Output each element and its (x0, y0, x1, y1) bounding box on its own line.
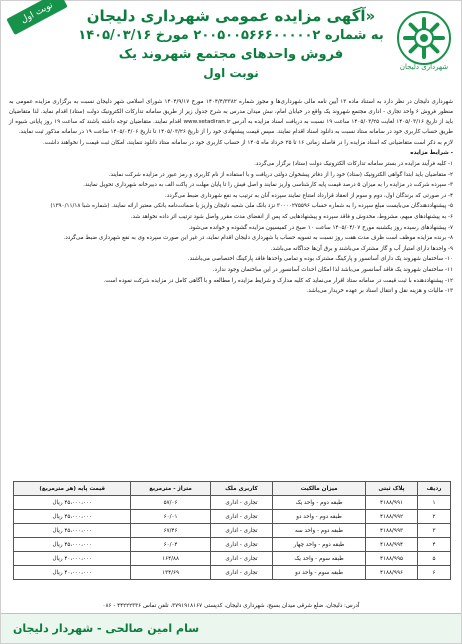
round-badge: نوبت اول (6, 0, 67, 35)
condition-item: ۳- سپرده شرکت در مزایده را به میزان ۵ درصد قیمت پایه کارشناسی واریز نمایند و اصل فیش را تا پایان مهلت در پاکت الف به دبیرخانه شهرداری تحویل نمایند. (83, 182, 453, 189)
cell-plate: ۴۱۸۸/۹۹۳ (365, 524, 417, 538)
cell-ownership: طبقه سوم - واحد دو (273, 566, 366, 580)
table-row (14, 510, 451, 524)
intro-paragraph: شهرداری دلیجان در نظر دارد به استناد ماده ۱۳ آیین نامه مالی شهرداری‌ها و مجوز شماره ۱۴۰۴/۴/۳۳۸۲ مورخ ۱۴۰۴/۹/۱۷ شورای اسلامی شهر دلیجان نسبت به برگزاری مزایده عمومی به منظور فروش ۶ واحد تجاری - اداری مجتمع شهروند یک واقع در خیابان امام، نبش میدان مدرس به شرح جدول زیر از طریق سامانه تدارکات الکترونیک دولت (ستاد) اقدام نماید. لذا متقاضیان باید از تاریخ ۱۴۰۵/۰۳/۱۶ لغایت ۱۴۰۵/۰۳/۲۵ ساعت ۱۹ نسبت به دریافت اسناد مزایده به آدرس www.setadiran.ir اقدام نمایند. متقاضیان توجه داشته باشند که ساعت ۱۹ روز پایانی شیوه از طریق حساب کاربری خود در سامانه ستاد نسبت به دانلود اسناد اقدام نمایند. سپس قیمت پیشنهادی خود را از تاریخ ۱۴۰۵/۰۳/۲۶ تا تاریخ ۱۴۰۵/۰۴/۰۶ ساعت ۱۹ در سامانه مذکور ثبت نمایند. (9, 99, 453, 136)
table-row (14, 552, 451, 566)
cell-usage: تجاری - اداری (210, 496, 273, 510)
cell-plate: ۴۱۸۸/۹۹۶ (365, 566, 417, 580)
municipality-emblem-icon (395, 9, 453, 67)
col-plate: پلاک ثبتی (365, 482, 417, 496)
cell-plate: ۴۱۸۸/۹۹۲ (365, 510, 417, 524)
ad-body (9, 97, 453, 297)
cell-usage: تجاری - اداری (210, 538, 273, 552)
condition-item: ۴- در صورتی که برندگان اول، دوم و سوم از انعقاد قرارداد امتناع نمایند سپرده آنان به ترتیب به نفع شهرداری ضبط می‌گردد. (164, 192, 453, 199)
cell-plate: ۴۱۸۸/۹۹۱ (365, 496, 417, 510)
col-row-number: ردیف (418, 482, 451, 496)
table-row (14, 566, 451, 580)
cell-ownership: طبقه دوم - واحد چهار (273, 538, 366, 552)
condition-item: ۱۲- پیشنهاددهنده با ثبت قیمت در سامانه ستاد اقرار می‌نماید که کلیه مدارک و شرایط مزایده را مطالعه و با آگاهی کامل در مزایده شرکت نموده است. (103, 277, 453, 284)
headline-line-4: نوبت اول (203, 66, 259, 80)
cell-area: ۶۷/۴۶ (131, 524, 210, 538)
cell-plate: ۴۱۸۸/۹۹۴ (365, 538, 417, 552)
condition-item: ۸- برنده مزایده موظف است ظرف مدت هفت روز نسبت به تسویه حساب با شهرداری دلیجان اقدام نماید، در غیر این صورت سپرده وی به نفع شهرداری ضبط می‌گردد. (63, 235, 453, 242)
cell-plate: ۴۱۸۸/۹۹۵ (365, 552, 417, 566)
units-table (13, 481, 451, 580)
headline-line-1: «آگهی مزایده عمومی شهرداری دلیجان (86, 7, 376, 25)
table-row (14, 524, 451, 538)
conditions-title: - شرایط مزایده (410, 150, 453, 157)
col-ownership: میزان مالکیت (273, 482, 366, 496)
cell-row-number: ۶ (418, 566, 451, 580)
condition-item: ۱۳- مالیات و هزینه نقل و انتقال اسناد بر عهده خریدار می‌باشد. (306, 288, 453, 295)
cell-row-number: ۱ (418, 496, 451, 510)
table-row (14, 496, 451, 510)
mayor-signature: سام امین صالحی - شهردار دلیجان (13, 622, 200, 635)
condition-item: ۶- به پیشنهادهای مبهم، مشروط، مخدوش و فاقد سپرده و پیشنهادهایی که پس از انقضای مدت مقرر واصل شود ترتیب اثر داده نخواهد شد. (130, 214, 453, 221)
cell-ownership: طبقه دوم - واحد سه (273, 524, 366, 538)
condition-item: ۱- کلیه فرآیند مزایده در بستر سامانه تدارکات الکترونیک دولت (ستاد) برگزار می‌گردد. (254, 161, 453, 168)
cell-ownership: طبقه دوم - واحد یک (273, 496, 366, 510)
condition-item: ۷- پیشنهادهای رسیده روز یکشنبه مورخ ۱۴۰۵/۰۴/۰۷ ساعت ۱۰ صبح در کمیسیون مزایده گشوده و خوانده می‌شود. (188, 224, 453, 231)
cell-area: ۱۳۴/۶۹ (131, 566, 210, 580)
cell-row-number: ۲ (418, 510, 451, 524)
condition-item: ۵- پیشنهاددهندگان می‌بایست مبلغ سپرده را به شماره حساب ۳۰۰۰۰۲۷۵۵۹۶ نزد بانک ملی شعبه دلیجان واریز یا ضمانت‌نامه بانکی معتبر ارائه نمایند. (شماره شبا ۱۳۹۰/۱۱/۱۸) (50, 203, 453, 210)
ad-headline (71, 7, 391, 82)
cell-usage: تجاری - اداری (210, 566, 273, 580)
cell-area: ۶۰/۰۴ (131, 538, 210, 552)
cell-base-price: ۴۰،۰۰۰،۰۰۰ ریال (14, 552, 131, 566)
cell-row-number: ۳ (418, 524, 451, 538)
cell-area: ۵۷/۰۶ (131, 496, 210, 510)
cell-usage: تجاری - اداری (210, 552, 273, 566)
condition-item: ۱۱- ساختمان شهروند یک فاقد آسانسور می‌باشد لذا امکان احداث آسانسور در این ساختمان وجود ندارد. (212, 267, 453, 273)
cell-usage: تجاری - اداری (210, 524, 273, 538)
cell-base-price: ۴۵،۰۰۰،۰۰۰ ریال (14, 496, 131, 510)
logo-label: شهرداری دلیجان (399, 63, 449, 71)
contact-address: آدرس: دلیجان، ضلع شرقی میدان بسیج، شهرداری دلیجان، کدپستی ۳۷۹۱۹۱۸۱۶۷، تلفن تماس ۴۴۲۲۲۳۳۶ - ۰۸۶ (102, 603, 360, 609)
cell-row-number: ۴ (418, 538, 451, 552)
cell-area: ۶۰/۰۱ (131, 510, 210, 524)
signature-bar (1, 613, 461, 643)
cell-ownership: طبقه سوم - واحد یک (273, 552, 366, 566)
cell-ownership: طبقه دوم - واحد دو (273, 510, 366, 524)
condition-item: ۲- متقاضیان باید ابتدا گواهی الکترونیک (ستاد) خود را از دفاتر پیشخوان دولتی دریافت و با استفاده از نام کاربری و رمز عبور در مزایده شرکت نمایند. (108, 171, 453, 178)
condition-item: ۱۰- ساختمان شهروند یک دارای آسانسور و پارکینگ مشترک بوده و تمامی واحدها فاقد پارکینگ اختصاصی می‌باشند. (187, 256, 453, 263)
condition-item: ۹- واحدها دارای امتیاز آب و گاز مشترک می‌باشند و برق آن‌ها جداگانه می‌باشد. (270, 245, 453, 252)
headline-line-2: به شماره ۲۰۰۵۰۰۵۶۶۶۰۰۰۰۰۲ مورخ ۱۴۰۵/۰۳/۱۶ (78, 28, 384, 43)
cell-row-number: ۵ (418, 552, 451, 566)
cell-base-price: ۴۵،۰۰۰،۰۰۰ ریال (14, 538, 131, 552)
col-usage: کاربری ملک (210, 482, 273, 496)
table-row (14, 538, 451, 552)
cell-base-price: ۴۵،۰۰۰،۰۰۰ ریال (14, 510, 131, 524)
table-header-row (14, 482, 451, 496)
headline-line-3: فروش واحدهای مجتمع شهروند یک (118, 47, 344, 62)
cell-base-price: ۴۰،۰۰۰،۰۰۰ ریال (14, 566, 131, 580)
cell-area: ۱۶۴/۸۸ (131, 552, 210, 566)
col-area: متراژ - مترمربع (131, 482, 210, 496)
note-paragraph: لازم به ذکر است متقاضیانی که اسناد مزایده را در فاصله زمانی ۱۶ تا ۲۵ خرداد ماه ۱۴۰۵ از حساب کاربری خود در سامانه ستاد دانلود ننمایند، امکان ثبت قیمت را نخواهند داشت. (42, 139, 453, 146)
col-base-price: قیمت پایه (هر مترمربع) (14, 482, 131, 496)
cell-usage: تجاری - اداری (210, 510, 273, 524)
cell-base-price: ۴۵،۰۰۰،۰۰۰ ریال (14, 524, 131, 538)
